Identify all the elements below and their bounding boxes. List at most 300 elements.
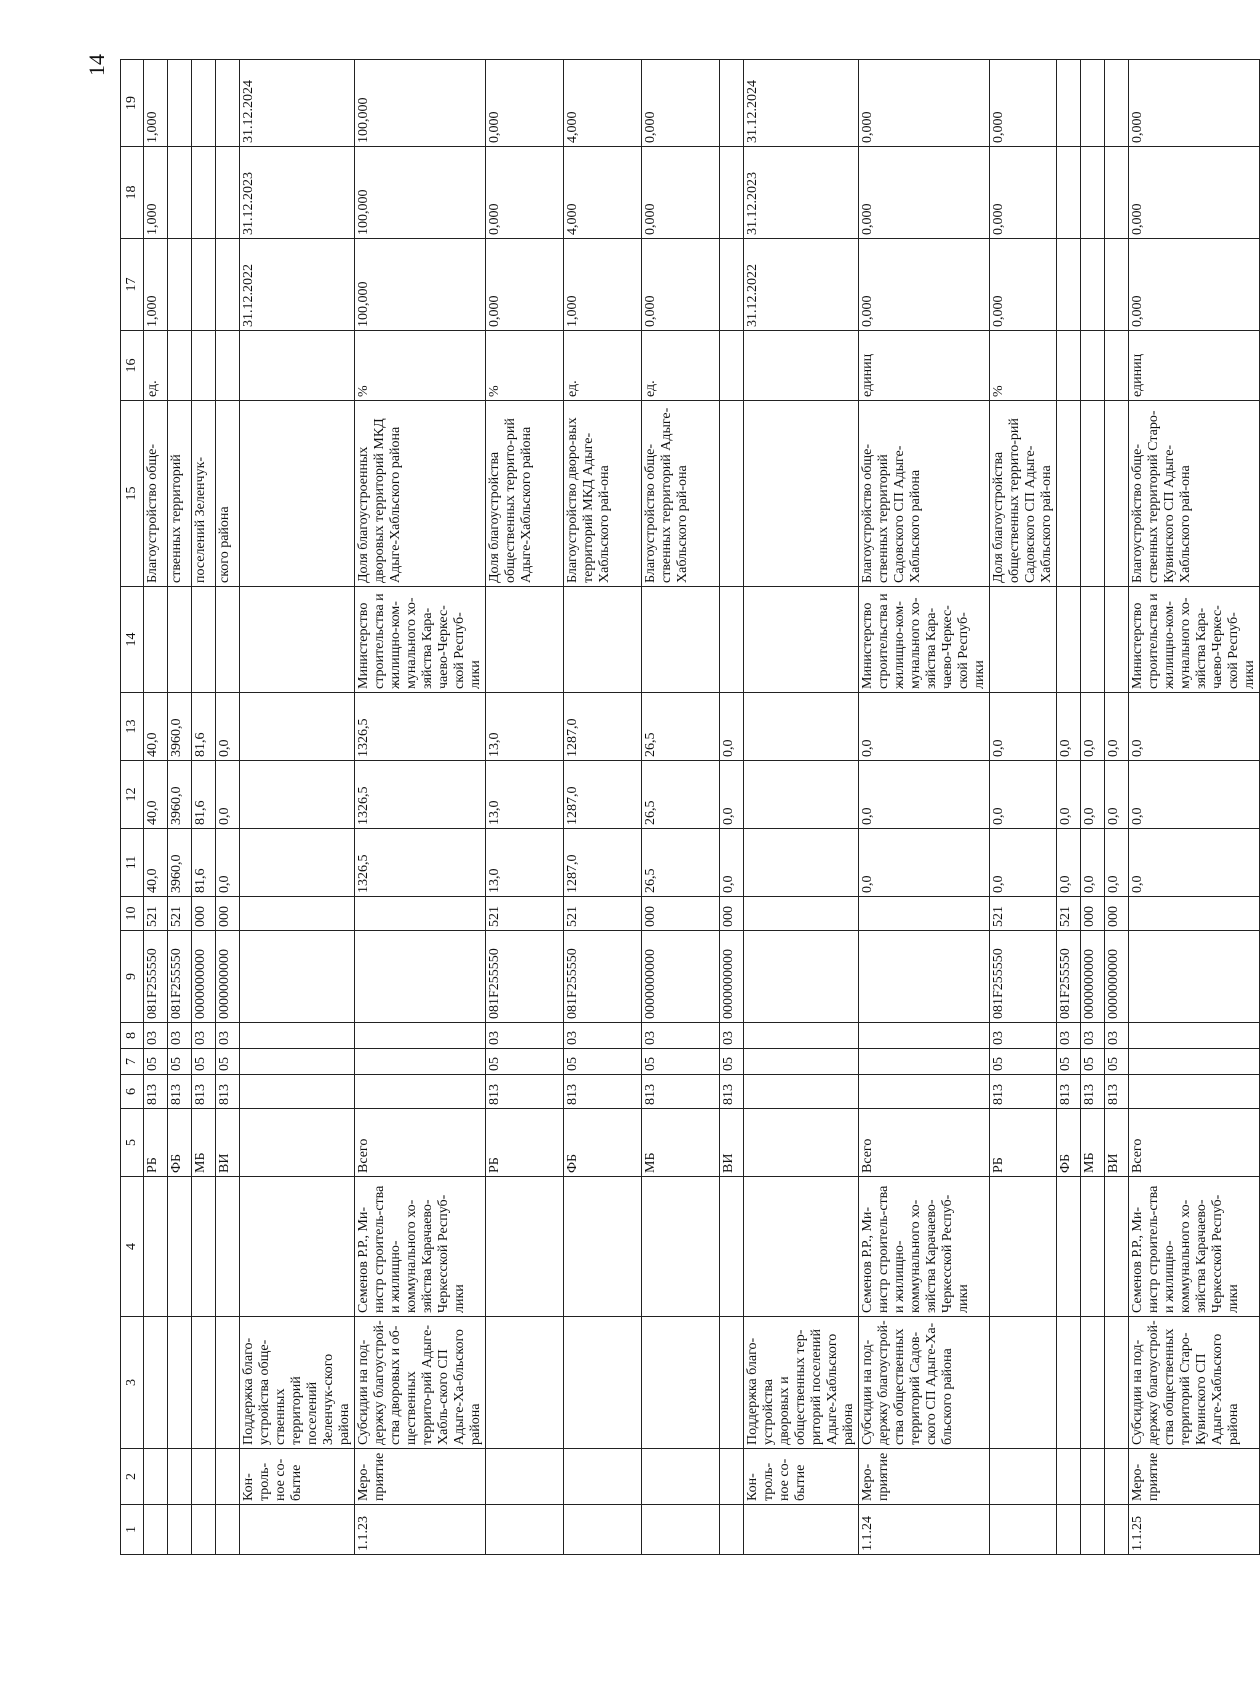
table-cell: МБ (642, 1109, 720, 1177)
table-cell (216, 1449, 240, 1505)
table-cell: 0,0 (1129, 693, 1260, 761)
table-cell (1129, 1049, 1260, 1075)
table-cell: 0,0 (990, 761, 1057, 829)
table-cell (642, 587, 720, 693)
table-cell (744, 897, 859, 931)
table-cell: 0,000 (642, 239, 720, 331)
table-cell (192, 147, 216, 239)
table-cell: Всего (355, 1109, 486, 1177)
table-cell: МБ (1081, 1109, 1105, 1177)
table-cell: Субсидии на под-держку благоустрой-ства общественных территорий Садов-ского СП Адыге-Ха-бльского района (859, 1317, 990, 1449)
table-cell: 0,000 (859, 60, 990, 147)
table-cell: 000 (192, 897, 216, 931)
table-cell: Поддержка благо-устройства обще-ственных территорий поселений Зеленчук-ского района (240, 1317, 355, 1449)
table-cell (240, 1177, 355, 1317)
table-cell: % (990, 331, 1057, 401)
table-cell (1081, 60, 1105, 147)
table-cell (1057, 1449, 1081, 1505)
table-cell (216, 1317, 240, 1449)
header-cell: 6 (121, 1075, 144, 1109)
table-cell: единиц (1129, 331, 1260, 401)
header-cell: 13 (121, 693, 144, 761)
table-cell (744, 761, 859, 829)
table-cell (192, 1317, 216, 1449)
table-cell: Семенов Р.Р., Ми-нистр строитель-ства и жилищно-коммунального хо-зяйства Карачаево-Черкесской Респуб-лики (859, 1177, 990, 1317)
table-cell: 000 (642, 897, 720, 931)
table-cell: 0,0 (1105, 761, 1129, 829)
table-cell (355, 1075, 486, 1109)
table-cell (1081, 1177, 1105, 1317)
table-cell (355, 1049, 486, 1075)
table-cell: 81,6 (192, 693, 216, 761)
table-cell (744, 1177, 859, 1317)
table-cell: 3960,0 (168, 693, 192, 761)
header-cell: 18 (121, 147, 144, 239)
table-cell: 813 (216, 1075, 240, 1109)
table-cell: 26,5 (642, 761, 720, 829)
table-cell: 31.12.2023 (744, 147, 859, 239)
table-cell (1129, 1023, 1260, 1049)
table-cell: Кон-троль-ное со-бытие (240, 1449, 355, 1505)
table-cell (144, 587, 168, 693)
table-cell: 03 (720, 1023, 744, 1049)
header-cell: 4 (121, 1177, 144, 1317)
table-cell: 03 (192, 1023, 216, 1049)
table-cell: 0000000000 (1081, 931, 1105, 1023)
table-cell: 0,000 (486, 239, 564, 331)
table-cell: 0,0 (990, 829, 1057, 897)
table-cell (642, 1317, 720, 1449)
table-cell: 0,0 (859, 693, 990, 761)
table-cell: Министерство строительства и жилищно-ком-мунального хо-зяйства Кара-чаево-Черкес-ской Респуб-лики (355, 587, 486, 693)
table-cell: 1326,5 (355, 829, 486, 897)
table-row (1057, 60, 1081, 1555)
table-cell (1057, 1177, 1081, 1317)
table-cell: 100,000 (355, 147, 486, 239)
table-cell (1057, 1505, 1081, 1555)
table-cell: 03 (486, 1023, 564, 1049)
table-cell (355, 1023, 486, 1049)
table-row (144, 60, 168, 1555)
table-cell: ФБ (564, 1109, 642, 1177)
table-cell: 0,0 (216, 761, 240, 829)
table-cell: 31.12.2023 (240, 147, 355, 239)
table-cell (720, 587, 744, 693)
table-cell: ВИ (720, 1109, 744, 1177)
table-cell: ед. (144, 331, 168, 401)
table-cell (1081, 147, 1105, 239)
table-cell: 0,000 (642, 147, 720, 239)
table-cell (1105, 401, 1129, 587)
table-cell: 03 (642, 1023, 720, 1049)
table-row (642, 60, 720, 1555)
table-cell (486, 1177, 564, 1317)
table-cell: 05 (564, 1049, 642, 1075)
table-cell: 0,000 (1129, 239, 1260, 331)
table-cell: Субсидии на под-держку благоустрой-ства общественных территорий Старо-Кувинского СП Адыге-Хабльского района (1129, 1317, 1260, 1449)
table-cell (744, 931, 859, 1023)
table-cell: 4,000 (564, 60, 642, 147)
table-cell: ВИ (216, 1109, 240, 1177)
table-cell: 0,000 (642, 60, 720, 147)
header-cell: 17 (121, 239, 144, 331)
table-cell: Всего (859, 1109, 990, 1177)
table-cell: 0,0 (1081, 761, 1105, 829)
header-cell: 8 (121, 1023, 144, 1049)
table-cell (216, 147, 240, 239)
table-cell: 0,0 (1081, 829, 1105, 897)
table-cell (1081, 1449, 1105, 1505)
table-cell (192, 331, 216, 401)
table-cell (1105, 147, 1129, 239)
table-cell: 05 (1081, 1049, 1105, 1075)
table-cell: 521 (168, 897, 192, 931)
table-cell (1105, 1505, 1129, 1555)
table-cell (240, 1505, 355, 1555)
table-cell: 05 (990, 1049, 1057, 1075)
table-cell (1105, 331, 1129, 401)
table-cell (168, 587, 192, 693)
table-cell: 03 (1081, 1023, 1105, 1049)
header-cell: 7 (121, 1049, 144, 1075)
table-cell (744, 1023, 859, 1049)
table-row (990, 60, 1057, 1555)
table-cell: 0,0 (1057, 829, 1081, 897)
table-cell: 40,0 (144, 693, 168, 761)
table-cell: 813 (720, 1075, 744, 1109)
table-row (355, 60, 486, 1555)
table-cell (1057, 331, 1081, 401)
table-cell: 081F255550 (168, 931, 192, 1023)
table-row (744, 60, 859, 1555)
table-cell (216, 1505, 240, 1555)
table-cell: % (486, 331, 564, 401)
table-cell: 4,000 (564, 147, 642, 239)
table-cell: 0000000000 (642, 931, 720, 1023)
table-cell: 1.1.25 (1129, 1505, 1260, 1555)
table-cell (168, 1317, 192, 1449)
table-cell: 0,000 (990, 60, 1057, 147)
table-cell: 03 (990, 1023, 1057, 1049)
table-cell: 1326,5 (355, 761, 486, 829)
table-cell: 0000000000 (216, 931, 240, 1023)
table-cell: 1287,0 (564, 761, 642, 829)
table-cell (216, 587, 240, 693)
table-cell (1057, 401, 1081, 587)
table-cell: 1287,0 (564, 693, 642, 761)
table-cell: 0,000 (486, 147, 564, 239)
table-row (486, 60, 564, 1555)
header-cell: 19 (121, 60, 144, 147)
table-cell: 05 (720, 1049, 744, 1075)
table-cell (564, 1177, 642, 1317)
table-cell (192, 587, 216, 693)
table-cell (192, 60, 216, 147)
table-cell (1057, 587, 1081, 693)
table-cell: 0,0 (859, 761, 990, 829)
table-cell: 31.12.2022 (240, 239, 355, 331)
table-cell: 0,000 (859, 239, 990, 331)
table-cell: Благоустройство обще-ственных территорий Адыге-Хабльского рай-она (642, 401, 720, 587)
table-cell: 05 (168, 1049, 192, 1075)
table-cell: 1.1.24 (859, 1505, 990, 1555)
table-cell: 1,000 (144, 147, 168, 239)
table-cell: ед. (564, 331, 642, 401)
table-cell: 0000000000 (192, 931, 216, 1023)
table-row (720, 60, 744, 1555)
table-cell (990, 1317, 1057, 1449)
table-row (1081, 60, 1105, 1555)
table-cell: Благоустройство обще- (144, 401, 168, 587)
table-cell: 1,000 (144, 60, 168, 147)
table-cell: Министерство строительства и жилищно-ком-мунального хо-зяйства Кара-чаево-Черкес-ской Респуб-лики (859, 587, 990, 693)
table-cell: 0,0 (1057, 693, 1081, 761)
table-cell (1081, 1317, 1105, 1449)
table-cell (168, 1505, 192, 1555)
header-cell: 12 (121, 761, 144, 829)
table-cell (720, 1449, 744, 1505)
table-cell: 81,6 (192, 761, 216, 829)
table-cell: 081F255550 (990, 931, 1057, 1023)
table-cell: 0,000 (1129, 60, 1260, 147)
table-cell: 03 (1105, 1023, 1129, 1049)
table-cell: РБ (990, 1109, 1057, 1177)
table-cell: 081F255550 (486, 931, 564, 1023)
table-cell: 40,0 (144, 829, 168, 897)
table-cell: 3960,0 (168, 829, 192, 897)
table-cell (720, 60, 744, 147)
table-cell (168, 239, 192, 331)
table-cell (720, 331, 744, 401)
table-cell: Благоустройство обще-ственных территорий Старо-Кувинского СП Адыге-Хабльского рай-она (1129, 401, 1260, 587)
table-cell: 0,000 (486, 60, 564, 147)
table-cell (216, 60, 240, 147)
table-cell: Семенов Р.Р., Ми-нистр строитель-ства и жилищно-коммунального хо-зяйства Карачаево-Черкесской Респуб-лики (1129, 1177, 1260, 1317)
table-cell: 1287,0 (564, 829, 642, 897)
table-cell: 0,0 (990, 693, 1057, 761)
table-cell (240, 761, 355, 829)
table-cell (144, 1317, 168, 1449)
table-cell (1081, 587, 1105, 693)
table-cell: 0,0 (1105, 829, 1129, 897)
table-cell (240, 829, 355, 897)
table-cell: 0,000 (1129, 147, 1260, 239)
table-cell (1057, 60, 1081, 147)
table-cell (192, 1505, 216, 1555)
table-cell (216, 331, 240, 401)
table-cell: 000 (720, 897, 744, 931)
table-cell: 0,0 (1129, 829, 1260, 897)
table-cell (486, 1449, 564, 1505)
table-cell: 000 (216, 897, 240, 931)
table-row (859, 60, 990, 1555)
table-cell: 0,0 (216, 829, 240, 897)
table-cell (240, 331, 355, 401)
table-cell: 521 (144, 897, 168, 931)
table-cell: Семенов Р.Р., Ми-нистр строитель-ства и жилищно-коммунального хо-зяйства Карачаево-Черкесской Респуб-лики (355, 1177, 486, 1317)
table-cell: ственных территорий (168, 401, 192, 587)
table-cell (720, 147, 744, 239)
table-cell: Благоустройство обще-ственных территорий Садовского СП Адыге-Хабльского района (859, 401, 990, 587)
table-cell (1105, 587, 1129, 693)
table-cell (1105, 239, 1129, 331)
table-cell: Поддержка благо-устройства дворовых и общественных тер-риторий поселений Адыге-Хабльского района (744, 1317, 859, 1449)
page-number: 14 (84, 54, 109, 76)
table-cell (744, 693, 859, 761)
table-cell (990, 1505, 1057, 1555)
table-cell (859, 931, 990, 1023)
header-cell: 3 (121, 1317, 144, 1449)
table-cell: 1326,5 (355, 693, 486, 761)
table-cell (144, 1177, 168, 1317)
table-cell (240, 1023, 355, 1049)
table-cell (720, 1505, 744, 1555)
table-cell: 813 (486, 1075, 564, 1109)
table-cell (192, 1177, 216, 1317)
table-cell: 1.1.23 (355, 1505, 486, 1555)
table-cell: МБ (192, 1109, 216, 1177)
table-cell: % (355, 331, 486, 401)
table-cell: 13,0 (486, 829, 564, 897)
table-row (192, 60, 216, 1555)
table-cell: 26,5 (642, 693, 720, 761)
rotated-page (120, 60, 1257, 1555)
table-cell (744, 1505, 859, 1555)
table-cell (240, 401, 355, 587)
table-cell (168, 1177, 192, 1317)
table-cell (240, 587, 355, 693)
table-cell (720, 239, 744, 331)
table-cell: 813 (564, 1075, 642, 1109)
table-cell: 0,0 (720, 761, 744, 829)
table-cell: Меро-приятие (355, 1449, 486, 1505)
table-cell: 0,0 (1057, 761, 1081, 829)
table-cell: 26,5 (642, 829, 720, 897)
table-cell (859, 1075, 990, 1109)
table-cell (859, 1023, 990, 1049)
table-cell: 05 (192, 1049, 216, 1075)
table-cell: 813 (1105, 1075, 1129, 1109)
table-cell (564, 1317, 642, 1449)
table-cell: 521 (990, 897, 1057, 931)
table-cell (1081, 239, 1105, 331)
table-cell: 31.12.2024 (744, 60, 859, 147)
table-cell (240, 1109, 355, 1177)
table-cell: 03 (564, 1023, 642, 1049)
table-cell (168, 1449, 192, 1505)
table-cell: 813 (1057, 1075, 1081, 1109)
table-cell (240, 1049, 355, 1075)
table-cell (990, 587, 1057, 693)
table-cell (744, 829, 859, 897)
table-cell (1081, 401, 1105, 587)
table-cell (168, 331, 192, 401)
table-cell: 05 (1057, 1049, 1081, 1075)
header-cell: 9 (121, 931, 144, 1023)
table-cell: 521 (1057, 897, 1081, 931)
table-cell: 521 (564, 897, 642, 931)
table-cell: Всего (1129, 1109, 1260, 1177)
table-cell: 081F255550 (564, 931, 642, 1023)
table-cell (486, 1505, 564, 1555)
table-row (564, 60, 642, 1555)
table-cell (216, 1177, 240, 1317)
table-cell (216, 239, 240, 331)
table-cell: Доля благоустроенных дворовых территорий МКД Адыге-Хабльского района (355, 401, 486, 587)
table-cell: 40,0 (144, 761, 168, 829)
table-cell (564, 587, 642, 693)
header-cell: 1 (121, 1505, 144, 1555)
table-cell: ед. (642, 331, 720, 401)
table-cell: 05 (1105, 1049, 1129, 1075)
table-cell (642, 1505, 720, 1555)
table-cell (744, 1109, 859, 1177)
table-cell (642, 1177, 720, 1317)
table-row (1129, 60, 1260, 1555)
header-cell: 11 (121, 829, 144, 897)
table-cell (355, 897, 486, 931)
header-cell: 15 (121, 401, 144, 587)
table-cell: ского района (216, 401, 240, 587)
header-cell: 16 (121, 331, 144, 401)
table-cell (1105, 1317, 1129, 1449)
table-cell: РБ (486, 1109, 564, 1177)
table-cell (744, 401, 859, 587)
table-cell: 081F255550 (1057, 931, 1081, 1023)
table-cell: Кон-троль-ное со-бытие (744, 1449, 859, 1505)
table-cell (744, 587, 859, 693)
table-cell: Благоустройство дворо-вых территорий МКД Адыге-Хабльского рай-она (564, 401, 642, 587)
table-cell: 813 (642, 1075, 720, 1109)
table-cell (355, 931, 486, 1023)
table-cell: 03 (168, 1023, 192, 1049)
table-cell: 0,000 (990, 147, 1057, 239)
table-cell (144, 1505, 168, 1555)
table-cell: 03 (216, 1023, 240, 1049)
table-cell: Меро-приятие (859, 1449, 990, 1505)
table-cell (1057, 1317, 1081, 1449)
table-cell: поселений Зеленчук- (192, 401, 216, 587)
table-row (240, 60, 355, 1555)
table-cell: РБ (144, 1109, 168, 1177)
table-cell (240, 897, 355, 931)
table-cell (240, 931, 355, 1023)
table-cell: 0,0 (1105, 693, 1129, 761)
table-cell: Доля благоустройства общественных террито-рий Адыге-Хабльского района (486, 401, 564, 587)
table-cell: 0,0 (1129, 761, 1260, 829)
table-cell (1129, 897, 1260, 931)
table-cell (240, 1075, 355, 1109)
table-cell (744, 1049, 859, 1075)
table-cell (192, 239, 216, 331)
header-cell: 2 (121, 1449, 144, 1505)
table-cell: Доля благоустройства общественных террито-рий Садовского СП Адыге-Хабльского рай-она (990, 401, 1057, 587)
table-cell (1105, 60, 1129, 147)
table-cell: 0,0 (720, 693, 744, 761)
table-row (216, 60, 240, 1555)
table-cell (1105, 1449, 1129, 1505)
table-cell (168, 147, 192, 239)
table-cell: 813 (168, 1075, 192, 1109)
table-cell: 000 (1081, 897, 1105, 931)
table-cell: 813 (192, 1075, 216, 1109)
table-cell (990, 1177, 1057, 1317)
table-cell: единиц (859, 331, 990, 401)
table-cell (859, 897, 990, 931)
table-cell (486, 587, 564, 693)
header-cell: 10 (121, 897, 144, 931)
table-cell: 081F255550 (144, 931, 168, 1023)
